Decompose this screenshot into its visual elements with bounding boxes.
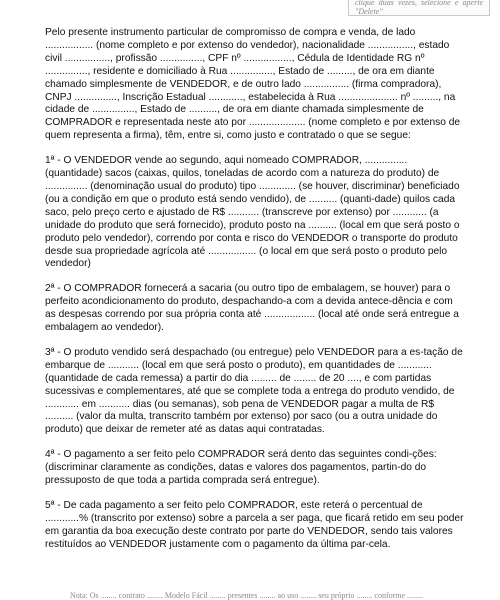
instruction-note: clique duas vezes, selecione e aperte "Delete" (348, 0, 490, 16)
contract-preamble: Pelo presente instrumento particular de compromisso de compra e venda, de lado ................. (nome completo e por extenso do vendedor), nacionalidade ................, estado civil ................, profissão ..............., CPF nº ................., Cédula de Identidade RG nº ..............., residente e domiciliado à Rua ..............., Estado de ........., de ora em diante chamado simplesmente de VENDEDOR, e de outro lado ................ (firma compradora), CNPJ ..............., Inscrição Estadual ............, estabelecida à Rua ..................... nº ........., na cidade de ..............., Estado de .........., de ora em diante chamada simplesmente de COMPRADOR e representada neste ato por .................... (nome completo e por extenso de quem representa a firma), têm, entre si, como justo e contratado o que se segue: (45, 27, 461, 142)
clause-5: 5ª - De cada pagamento a ser feito pelo COMPRADOR, este reterá o percentual de ............% (transcrito por extenso) sobre a parcela a ser paga, que ficará retido em seu poder em garantia da boa execução deste contrato por parte do VENDEDOR, sendo tais valores restituídos ao VENDEDOR justamente com o pagamento da última par-cela. (45, 500, 464, 550)
clause-4: 4ª - O pagamento a ser feito pelo COMPRADOR será dento das seguintes condi-ções: (discriminar claramente as condições, datas e valores dos pagamentos, partin-do do pressuposto de que toda a partida comprada será entregue). (45, 449, 437, 487)
clause-2: 2ª - O COMPRADOR fornecerá a sacaria (ou outro tipo de embalagem, se houver) para o perfeito acondicionamento do produto, despachando-a com a devida antece-dência e com as despesas correndo por sua própria conta até .................. (local até onde será entregue a embalagem ao vendedor). (45, 283, 459, 334)
clause-3: 3ª - O produto vendido será despachado (ou entregue) pelo VENDEDOR para a es-tação de embarque de ........... (local em que será posto o produto), em quantidades de ............ (quantidade de cada remessa) a partir do dia ......... de ........ de 20 ...., e com partidas sucessivas e complementares, até que se complete toda a entrega do produto vendido, de ............ em ........... dias (ou semanas), sob pena de VENDEDOR pagar a multa de R$ .......... (valor da multa, transcrito também por extenso) por saco (ou a outra unidade do produto) que deixar de remeter até as datas aqui contratadas. (45, 346, 463, 436)
footer-note: Nota: Os ........ contrato ........ Modelo Fácil ........ presentes ........ ao uso ........ seu próprio ........ conforme ........ (70, 591, 424, 600)
clause-1: 1ª - O VENDEDOR vende ao segundo, aqui nomeado COMPRADOR, ............... (quantidade) sacos (caixas, quilos, toneladas de acordo com a natureza do produto) de ............... (denominação usual do produto) tipo ............. (se houver, discriminar) beneficiado (ou a condição em que o produto está sendo vendido), de .......... (quanti-dade) quilos cada saco, pelo preço certo e ajustado de R$ ........... (transcreve por extenso) por ............ (a unidade do produto que será fornecido), produto posto na .......... (local em que será posto o produto pelo vendedor), correndo por conta e risco do VENDEDOR o transporte do produto desde sua propriedade agrícola até ................. (o local em que será posto o produto pelo vendedor) (45, 155, 460, 270)
contract-document (45, 27, 465, 564)
